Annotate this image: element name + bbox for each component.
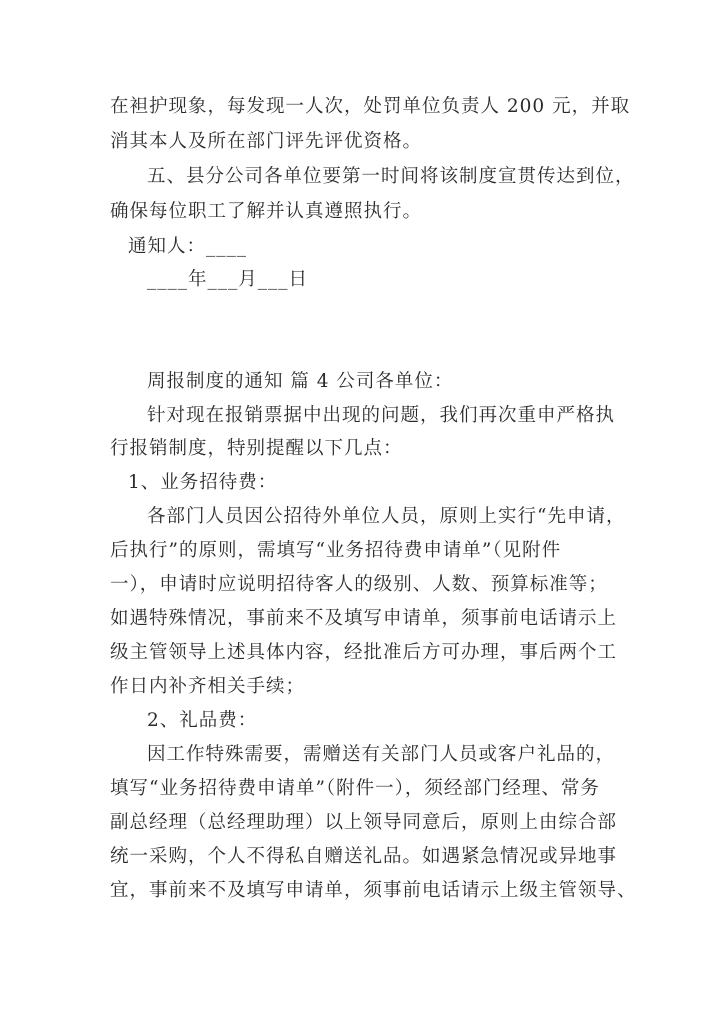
text-line: 统一采购，个人不得私自赠送礼品。如遇紧急情况或异地事: [110, 846, 618, 867]
text-line: 因工作特殊需要，需赠送有关部门人员或客户礼品的，: [147, 744, 616, 765]
section-heading: 周报制度的通知 篇 4 公司各单位：: [147, 371, 454, 392]
text-line: 级主管领导上述具体内容，经批准后方可办理，事后两个工: [110, 642, 618, 663]
list-heading: 1、业务招待费：: [128, 472, 278, 493]
text-line: 确保每位职工了解并认真遵照执行。: [110, 201, 423, 222]
text-line: 五、县分公司各单位要第一时间将该制度宣贯传达到位，: [147, 166, 635, 187]
date-line: ____年___月___日: [147, 269, 309, 290]
text-line: 填写“业务招待费申请单”（附件一），须经部门经理、常务: [110, 778, 600, 799]
text-line: 一），申请时应说明招待客人的级别、人数、预算标准等；: [110, 574, 608, 595]
signatory-line: 通知人：____: [128, 236, 248, 257]
text-line: 作日内补齐相关手续；: [110, 676, 306, 697]
text-line: 各部门人员因公招待外单位人员，原则上实行“先申请，: [147, 506, 626, 527]
text-line: 消其本人及所在部门评先评优资格。: [110, 131, 423, 152]
text-line: 宜，事前来不及填写申请单，须事前电话请示上级主管领导、: [110, 880, 637, 901]
text-line: 如遇特殊情况，事前来不及填写申请单，须事前电话请示上: [110, 608, 618, 629]
text-line: 副总经理（总经理助理）以上领导同意后，原则上由综合部: [110, 812, 618, 833]
text-line: 在袒护现象，每发现一人次，处罚单位负责人 200 元，并取: [110, 96, 631, 117]
text-line: 后执行”的原则，需填写“业务招待费申请单”（见附件: [110, 540, 562, 561]
text-line: 针对现在报销票据中出现的问题，我们再次重申严格执: [147, 405, 616, 426]
text-line: 行报销制度，特别提醒以下几点：: [110, 438, 403, 459]
list-heading: 2、礼品费：: [147, 710, 258, 731]
